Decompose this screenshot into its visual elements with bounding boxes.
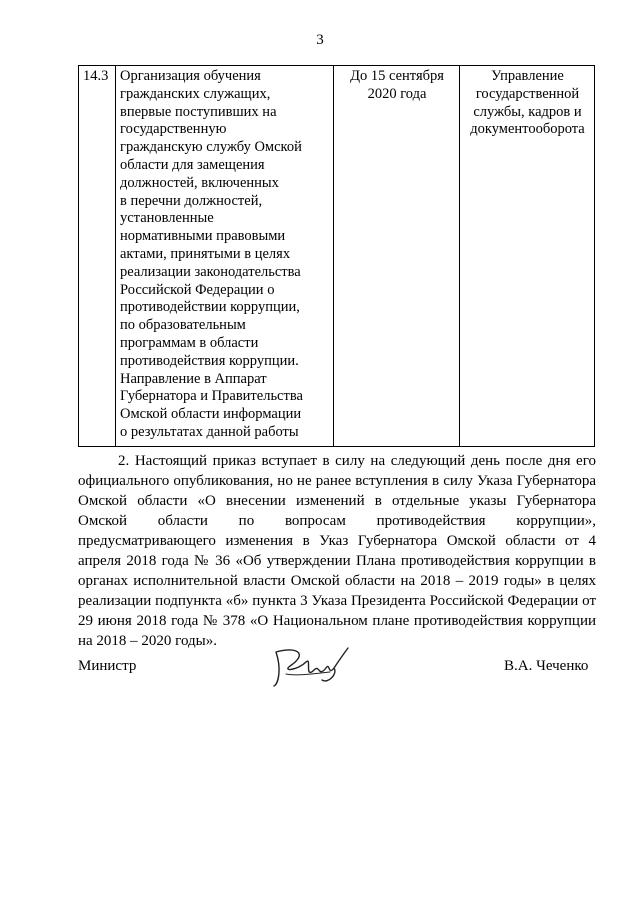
row-number: 14.3	[79, 66, 116, 447]
text-line: Губернатора и Правительства	[120, 388, 303, 405]
text-line: Направление в Аппарат	[120, 370, 267, 387]
plan-table	[78, 65, 595, 447]
text-line: должностей, включенных	[120, 174, 279, 191]
row-deadline	[334, 66, 460, 447]
signatory-title: Министр	[78, 658, 137, 674]
responsible-line: государственной	[475, 85, 580, 102]
text-line: актами, принятыми в целях	[120, 245, 291, 262]
text-line: противодействия коррупции.	[120, 352, 299, 369]
responsible-line: документооборота	[470, 121, 585, 138]
text-line: Омской области информации	[120, 406, 302, 423]
page-number: 3	[316, 32, 324, 48]
signatory-name: В.А. Чеченко	[504, 658, 589, 674]
responsible-line: Управление	[491, 68, 564, 84]
text-line: Организация обучения	[120, 68, 261, 84]
responsible-line: службы, кадров и	[473, 103, 582, 120]
text-line: области для замещения	[120, 156, 265, 173]
text-line: впервые поступивших на	[120, 103, 277, 120]
text-line: гражданских служащих,	[120, 85, 271, 102]
order-paragraph-2: 2. Настоящий приказ вступает в силу на следующий день после дня его официального опубликования, но не ранее вступления в силу Указа Губернатора Омской области «О внесении изменений в отдельные указы Губернатора Омской области по вопросам противодействия коррупции», предусматривающего изменения в Указ Губернатора Омской области от 4 апреля 2018 года № 36 «Об утверждении Плана противодействия коррупции в органах исполнительной власти Омской области на 2018 – 2019 годы» в целях реализации подпункта «б» пункта 3 Указа Президента Российской Федерации от 29 июня 2018 года № 378 «О Национальном плане противодействия коррупции на 2018 – 2020 годы».	[78, 453, 596, 649]
text-line: программам в области	[120, 334, 259, 351]
text-line: государственную	[120, 121, 227, 138]
text-line: о результатах данной работы	[120, 423, 299, 440]
text-line: по образовательным	[120, 317, 246, 334]
handwritten-signature	[268, 640, 352, 690]
text-line: в перечни должностей,	[120, 192, 263, 209]
text-line: гражданскую службу Омской	[120, 139, 302, 156]
row-activity-text	[116, 66, 334, 447]
deadline-line: 2020 года	[367, 85, 427, 102]
text-line: противодействии коррупции,	[120, 299, 300, 316]
text-line: Российской Федерации о	[120, 281, 275, 298]
table-row	[79, 66, 595, 447]
row-responsible	[460, 66, 595, 447]
text-line: нормативными правовыми	[120, 228, 286, 245]
text-line: установленные	[120, 210, 214, 227]
text-line: реализации законодательства	[120, 263, 301, 280]
deadline-line: До 15 сентября	[350, 68, 444, 84]
